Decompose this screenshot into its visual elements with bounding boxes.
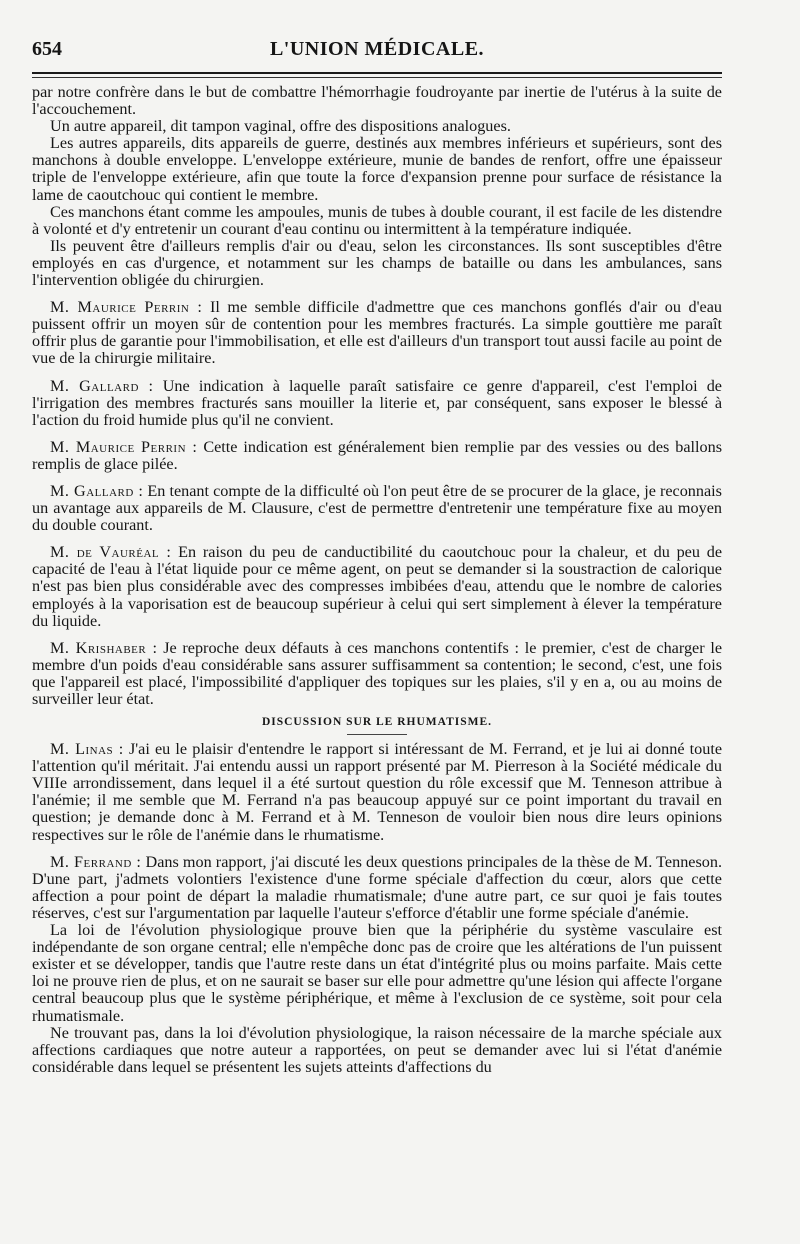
section-title: DISCUSSION SUR LE RHUMATISME. [261, 716, 493, 729]
paragraph-text: Un autre appareil, dit tampon vaginal, offre des dispositions analogues. [50, 117, 511, 136]
paragraph-text: En tenant compte de la difficulté où l'on peut être de se procurer de la glace, je reconnais un avantage aux appareils de M. Clausure, c'est de permettre d'entretenir une température fixe au moyen du double courant. [32, 481, 722, 535]
paragraph [32, 1025, 722, 1076]
paragraph-text: Cette indication est généralement bien remplie par des vessies ou des ballons remplis de glace pilée. [32, 437, 722, 473]
paragraph-speaker: M. Maurice Perrin : [50, 437, 198, 456]
paragraph-text: par notre confrère dans le but de combattre l'hémorrhagie foudroyante par inertie de l'utérus à la suite de l'accouchement. [32, 83, 722, 119]
paragraph-text: La loi de l'évolution physiologique prouve bien que la périphérie du système vasculaire est indépendante de son organe central; elle n'empêche donc pas de croire que les altérations de l'un puissent exister et se développer, tandis que l'autre reste dans un état d'intégrité plus ou moins parfaite. Mais cette loi ne prouve rien de plus, et on ne saurait se baser sur elle pour admettre qu'une lésion qui affecte l'organe central beaucoup plus que le système périphérique, et même à l'exclusion de ce système, soit pour cela rhumatismale. [32, 921, 722, 1025]
section-rule [347, 734, 407, 735]
paragraph [32, 299, 722, 367]
paragraph [32, 204, 722, 238]
paragraph [32, 544, 722, 629]
paragraph [32, 135, 722, 203]
paragraph [32, 118, 722, 135]
page-number: 654 [32, 38, 62, 60]
paragraph-text: Dans mon rapport, j'ai discuté les deux questions principales de la thèse de M. Tenneson. D'une part, j'admets volontiers l'existence d'une forme spéciale d'affection du cœur, alors que cette affection a pour point de départ la maladie rhumatismale; d'une autre part, ce sur quoi je fais toutes réserves, c'est sur l'argumentation par laquelle l'auteur s'efforce d'établir une forme spéciale d'anémie. [32, 852, 723, 922]
paragraph [32, 378, 722, 429]
paragraph-speaker: M. Linas : [50, 740, 124, 759]
paragraph-speaker: M. Maurice Perrin : [50, 298, 203, 317]
paragraph-text: Les autres appareils, dits appareils de guerre, destinés aux membres inférieurs et supérieurs, sont des manchons à double enveloppe. L'enveloppe extérieure, munie de bandes de renfort, offre une épaisseur triple de l'enveloppe extérieure, afin que toute la force d'expansion prenne pour surface de résistance la lame de caoutchouc qui contient le membre. [32, 134, 722, 204]
paragraph [32, 854, 722, 922]
paragraph [32, 439, 722, 473]
paragraph [32, 483, 722, 534]
paragraph-speaker: M. Gallard : [50, 481, 144, 500]
paragraph [32, 741, 722, 844]
paragraph-text: Une indication à laquelle paraît satisfaire ce genre d'appareil, c'est l'emploi de l'irrigation des membres fracturés sans mouiller la literie et, par conséquent, sans exposer le blessé à l'action du froid humide plus qu'il ne convient. [32, 376, 722, 429]
paragraph-speaker: M. de Vauréal : [50, 543, 172, 562]
paragraph [32, 640, 722, 708]
paragraph-speaker: M. Ferrand : [50, 852, 142, 871]
paragraph-text: Il me semble difficile d'admettre que ces manchons gonflés d'air ou d'eau puissent offrir un moyen sûr de contention pour les membres fracturés. La simple gouttière me paraît offrir plus de garantie pour l'immobilisation, et elle est d'ailleurs d'un transport tout aussi facile au point de vue de la chirurgie militaire. [32, 298, 723, 368]
paragraph [32, 922, 722, 1025]
paragraph-text: Ces manchons étant comme les ampoules, munis de tubes à double courant, il est facile de les distendre à volonté et d'y entretenir un courant d'eau continu ou intermittent à la température indiquée. [32, 202, 722, 238]
paragraph-text: Je reproche deux défauts à ces manchons contentifs : le premier, c'est de charger le membre d'un poids d'eau considérable sans assurer suffisamment sa contention; le second, c'est, une fois que l'appareil est placé, l'impossibilité d'appliquer des topiques sur les plaies, s'il y en a, ou au moins de surveiller leur état. [32, 638, 723, 708]
paragraph-text: J'ai eu le plaisir d'entendre le rapport si intéressant de M. Ferrand, et je lui ai donné toute l'attention qu'il méritait. J'ai entendu aussi un rapport présenté par M. Pierreson à la Société médicale du VIIIe arrondissement, dans lequel il a été surtout question du rôle excessif que M. Tenneson attribue à l'anémie; il me semble que M. Ferrand n'a pas beaucoup appuyé sur ce point important du travail en question; je demande donc à M. Ferrand et à M. Tenneson de vouloir bien nous dire leurs opinions respectives sur le rôle de l'anémie dans le rhumatisme. [32, 740, 723, 844]
paragraph-speaker: M. Krishaber : [50, 638, 158, 657]
paragraph-text: Ils peuvent être d'ailleurs remplis d'air ou d'eau, selon les circonstances. Ils sont susceptibles d'être employés en cas d'urgence, et notamment sur les champs de bataille ou dans les ambulances, sans l'intervention obligée du chirurgien. [32, 236, 722, 290]
paragraph-text: Ne trouvant pas, dans la loi d'évolution physiologique, la raison nécessaire de la marche spéciale aux affections cardiaques que notre auteur a rapportées, on peut se demander avec lui si l'état d'anémie considérable dans lequel se présentent les sujets atteints d'affections du [32, 1023, 722, 1076]
running-title: L'UNION MÉDICALE. [269, 38, 485, 60]
body-text [32, 84, 722, 1076]
page-header [32, 38, 722, 74]
paragraph-text: En raison du peu de canductibilité du caoutchouc pour la chaleur, et du peu de capacité de l'eau à l'état liquide pour ce même agent, on peut se demander si la soustraction de calorique n'est pas bien plus considérable avec des compresses imbibées d'eau, attendu que le nombre de calories employés à la vaporisation est de beaucoup supérieur à celui qui sert simplement à élever la température du liquide. [32, 543, 722, 630]
paragraph [32, 84, 722, 118]
header-rule [32, 77, 722, 78]
paragraph-speaker: M. Gallard : [50, 376, 154, 395]
paragraph [32, 238, 722, 289]
